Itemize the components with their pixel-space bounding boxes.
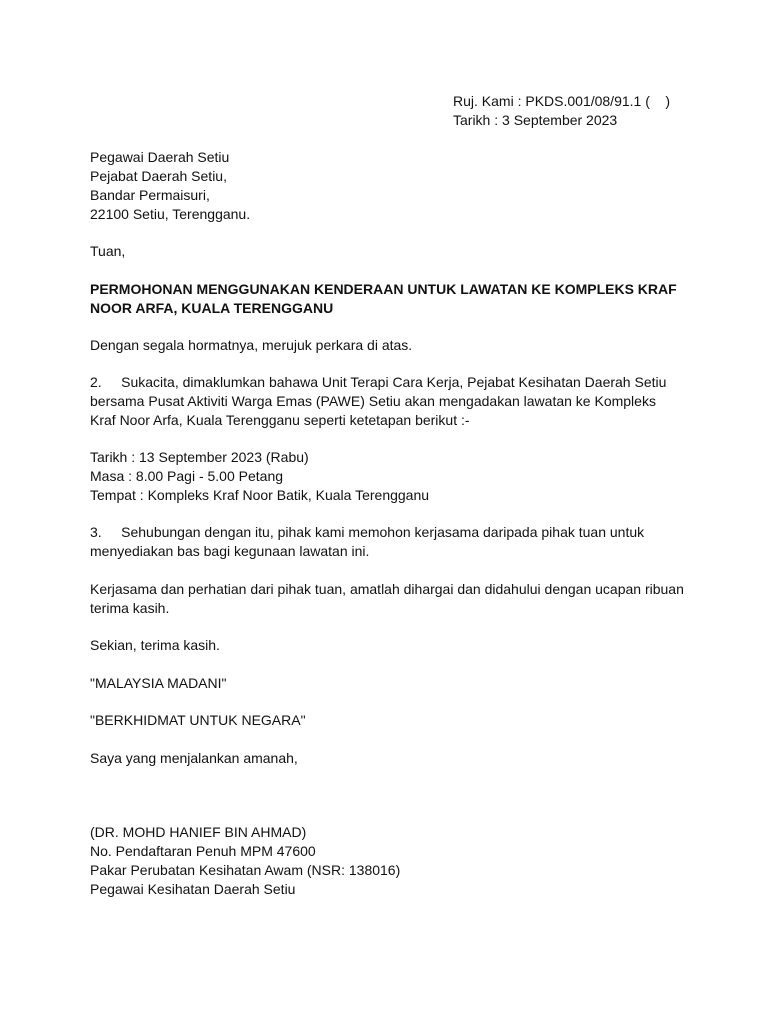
paragraph-line: Kerjasama dan perhatian dari pihak tuan, amatlah dihargai dan didahului dengan ucapan ribuan [90,581,684,597]
subject-line: PERMOHONAN MENGGUNAKAN KENDERAAN UNTUK LAWATAN KE KOMPLEKS KRAF [90,281,677,297]
motto-text: "MALAYSIA MADANI" [90,675,227,691]
sign-off-text: Saya yang menjalankan amanah, [90,750,298,766]
thanks-line [90,636,690,655]
thanks-text: Sekian, terima kasih. [90,637,220,653]
recipient-line: Pegawai Daerah Setiu [90,149,230,165]
paragraph-line: bersama Pusat Aktiviti Warga Emas (PAWE) Setiu akan mengadakan lawatan ke Kompleks [90,393,656,409]
paragraph-line: 3. Sehubungan dengan itu, pihak kami memohon kerjasama daripada pihak tuan untuk [90,524,645,540]
reference-number: Ruj. Kami : PKDS.001/08/91.1 ( ) [453,93,671,109]
opening-text: Dengan segala hormatnya, merujuk perkara di atas. [90,337,413,353]
paragraph-line: 2. Sukacita, dimaklumkan bahawa Unit Terapi Cara Kerja, Pejabat Kesihatan Daerah Setiu [90,374,667,390]
motto-malaysia-madani [90,674,690,693]
paragraph-3 [90,523,690,561]
recipient-address [90,148,690,224]
reference-block [453,92,753,130]
salutation [90,242,690,261]
paragraph-2 [90,373,690,430]
subject-line: NOOR ARFA, KUALA TERENGGANU [90,300,334,316]
signatory-name: (DR. MOHD HANIEF BIN AHMAD) [90,824,307,840]
recipient-line: 22100 Setiu, Terengganu. [90,206,251,222]
detail-time: Masa : 8.00 Pagi - 5.00 Petang [90,468,284,484]
closing-paragraph [90,580,690,618]
letter-date: Tarikh : 3 September 2023 [453,112,618,128]
recipient-line: Bandar Permaisuri, [90,187,210,203]
motto-berkhidmat [90,711,690,730]
salutation-text: Tuan, [90,243,126,259]
signatory-registration: No. Pendaftaran Penuh MPM 47600 [90,843,316,859]
paragraph-line: Kraf Noor Arfa, Kuala Terengganu seperti ketetapan berikut :- [90,412,470,428]
opening-paragraph [90,336,690,355]
sign-off [90,749,690,768]
motto-text: "BERKHIDMAT UNTUK NEGARA" [90,712,306,728]
paragraph-line: terima kasih. [90,600,170,616]
signatory-office: Pegawai Kesihatan Daerah Setiu [90,881,296,897]
subject-heading [90,280,690,318]
signatory-position: Pakar Perubatan Kesihatan Awam (NSR: 138016) [90,862,401,878]
signatory-block [90,823,690,899]
paragraph-line: menyediakan bas bagi kegunaan lawatan ini. [90,543,370,559]
detail-place: Tempat : Kompleks Kraf Noor Batik, Kuala Terengganu [90,487,430,503]
visit-details [90,448,690,505]
recipient-line: Pejabat Daerah Setiu, [90,168,227,184]
detail-date: Tarikh : 13 September 2023 (Rabu) [90,449,309,465]
